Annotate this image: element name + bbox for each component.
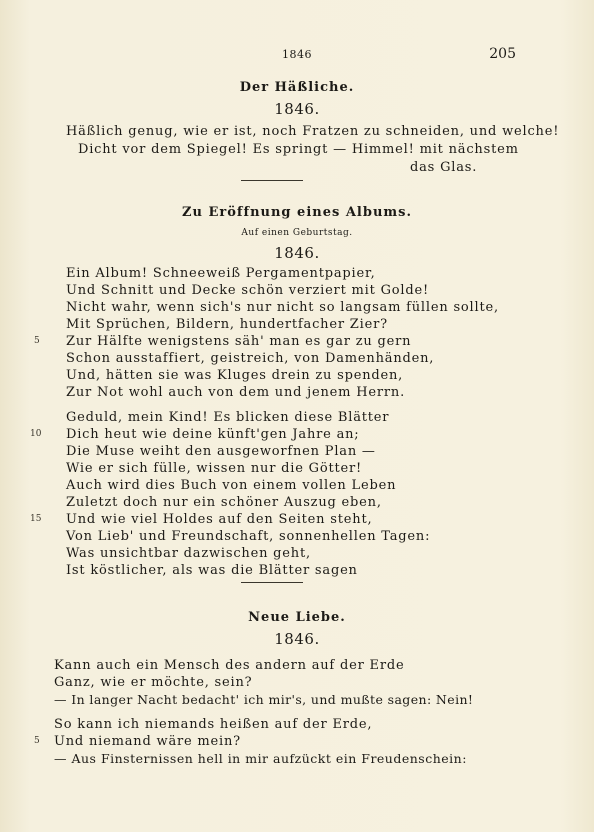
line-number: 15 (30, 514, 42, 524)
poem-line: Und wie viel Holdes auf den Seiten steht, (66, 512, 373, 527)
poem-line: — In langer Nacht bedacht' ich mir's, und mußte sagen: Nein! (54, 692, 474, 707)
poem-line: Was unsichtbar dazwischen geht, (66, 546, 311, 561)
poem-line: Und niemand wäre mein? (54, 734, 241, 749)
poem-line: Mit Sprüchen, Bildern, hundertfacher Zier? (66, 317, 388, 332)
poem-line: Dich heut wie deine künft'gen Jahre an; (66, 427, 360, 442)
poem-line: Und, hätten sie was Kluges drein zu spenden, (66, 368, 404, 383)
poem-line: Dicht vor dem Spiegel! Es springt — Himmel! mit nächstem (78, 142, 519, 157)
poem-line: Auch wird dies Buch von einem vollen Leben (66, 478, 397, 493)
poem-line: Zur Not wohl auch von dem und jenem Herrn. (66, 385, 405, 400)
poem-line: So kann ich niemands heißen auf der Erde, (54, 717, 373, 732)
poem-title: Zu Eröffnung eines Albums. (182, 205, 412, 220)
poem-year: 1846. (274, 100, 320, 118)
poem-line: — Aus Finsternissen hell in mir aufzückt ein Freudenschein: (54, 751, 467, 766)
poem-year: 1846. (274, 630, 320, 648)
poem-line: Häßlich genug, wie er ist, noch Fratzen zu schneiden, und welche! (66, 124, 560, 139)
running-header-year: 1846 (282, 48, 312, 61)
poem-line: Geduld, mein Kind! Es blicken diese Blätter (66, 410, 390, 425)
poem-line: Zur Hälfte wenigstens säh' man es gar zu gern (66, 334, 412, 349)
poem-line: Nicht wahr, wenn sich's nur nicht so langsam füllen sollte, (66, 300, 499, 315)
poem-title: Neue Liebe. (248, 610, 346, 625)
section-divider (241, 180, 303, 181)
poem-line: Wie er sich fülle, wissen nur die Götter! (66, 461, 363, 476)
poem-line: Kann auch ein Mensch des andern auf der Erde (54, 658, 405, 673)
poem-line: Ein Album! Schneeweiß Pergamentpapier, (66, 266, 376, 281)
poem-title: Der Häßliche. (239, 80, 355, 95)
poem-line: Zuletzt doch nur ein schöner Auszug eben, (66, 495, 382, 510)
poem-year: 1846. (274, 244, 320, 262)
poem-line: das Glas. (410, 160, 478, 175)
poem-subtitle: Auf einen Geburtstag. (241, 228, 353, 238)
section-divider (241, 582, 303, 583)
line-number: 5 (34, 336, 40, 346)
line-number: 5 (34, 736, 40, 746)
poem-line: Ist köstlicher, als was die Blätter sagen (66, 563, 358, 578)
poem-line: Und Schnitt und Decke schön verziert mit Golde! (66, 283, 429, 298)
poem-line: Ganz, wie er möchte, sein? (54, 675, 253, 690)
poem-line: Schon ausstaffiert, geistreich, von Damenhänden, (66, 351, 435, 366)
poem-line: Die Muse weiht den ausgeworfnen Plan — (66, 444, 376, 459)
page-number: 205 (489, 46, 516, 62)
line-number: 10 (30, 429, 42, 439)
poem-line: Von Lieb' und Freundschaft, sonnenhellen Tagen: (66, 529, 431, 544)
